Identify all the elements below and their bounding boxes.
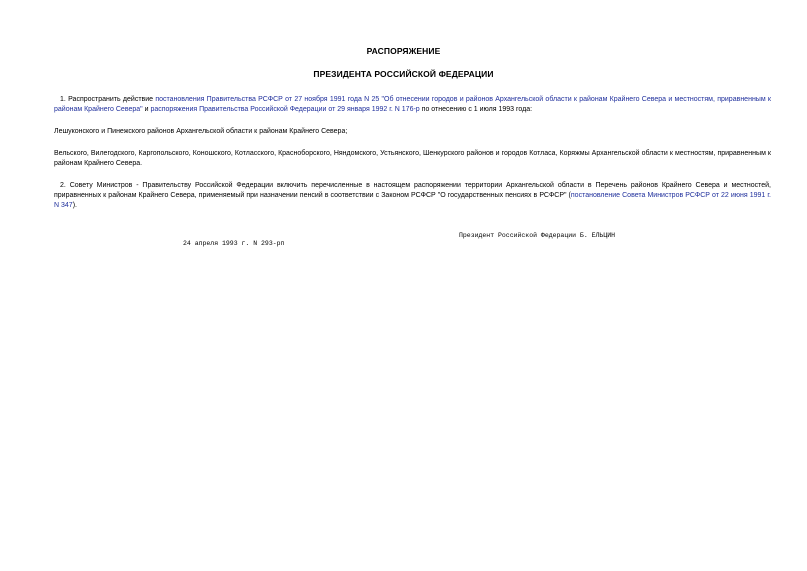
date-number: 24 апреля 1993 г. N 293-рп <box>183 240 285 247</box>
paragraph-2: Лешуконского и Пинежского районов Архангельской области к районам Крайнего Севера; <box>54 128 348 135</box>
paragraph-4 <box>54 181 771 211</box>
paragraph-1-prefix: 1. Распространить действие <box>60 96 156 103</box>
document-subtitle: ПРЕЗИДЕНТА РОССИЙСКОЙ ФЕДЕРАЦИИ <box>313 69 494 79</box>
link-rasporyazhenie-176[interactable]: распоряжения Правительства Российской Федерации от 29 января 1992 г. N 176-р <box>150 106 420 113</box>
document-title: РАСПОРЯЖЕНИЕ <box>366 46 441 56</box>
paragraph-3: Вельского, Вилегодского, Каргопольского, Коношского, Котласского, Красноборского, Няндомского, Устьянского, Шенкурского районов и городов Котласа, Коряжмы Архангельской области к местностям, приравненным к районам Крайнего Севера. <box>54 150 771 167</box>
paragraph-4-suffix: ). <box>72 202 77 209</box>
paragraph-1-middle: и <box>142 106 151 113</box>
paragraph-1-suffix: по отнесению с 1 июля 1993 года: <box>419 106 533 113</box>
paragraph-4-text: 2. Совету Министров - Правительству Российской Федерации включить перечисленные в настоящем распоряжении территории Архангельской области в Перечень районов Крайнего Севера и местностей, приравненных к районам Крайнего Севера, применяемый при назначении пенсий в соответствии с Законом РСФСР "О государственных пенсиях в РСФСР" ( <box>54 182 771 199</box>
link-postanovlenie-347[interactable]: постановление Совета Министров РСФСР от 22 июня 1991 г. N 347 <box>54 192 771 209</box>
paragraph-1 <box>54 95 771 115</box>
document-body <box>54 95 771 211</box>
link-postanovlenie-25[interactable]: постановления Правительства РСФСР от 27 ноября 1991 года N 25 "Об отнесении городов и районов Архангельской области к районам Крайнего Севера и местностям, приравненным к районам Крайнего Севера" <box>54 96 771 113</box>
signature: Президент Российской Федерации Б. ЕЛЬЦИН <box>459 232 616 239</box>
